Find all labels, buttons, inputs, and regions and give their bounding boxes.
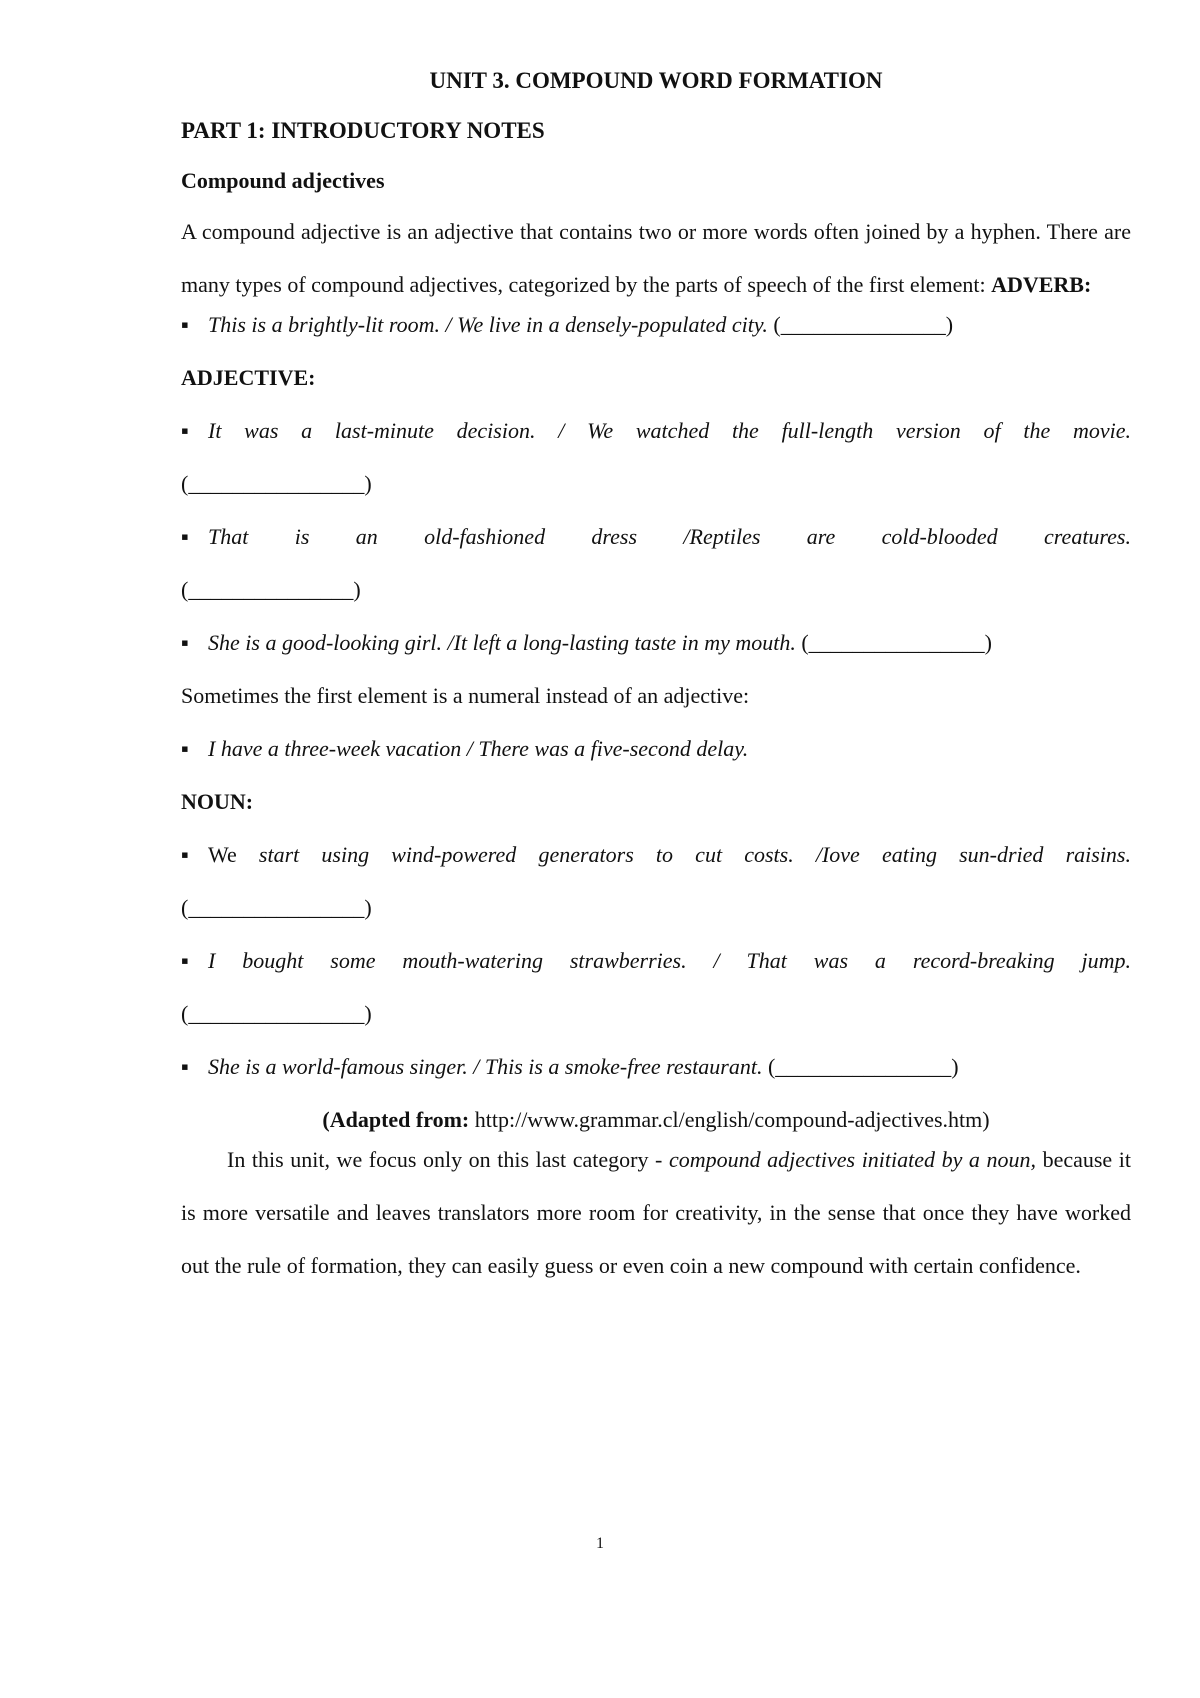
example-text: start using wind-powered generators to cut costs. /Iove eating sun-dried raisins.	[258, 842, 1131, 867]
intro-paragraph	[181, 205, 1131, 311]
adjective-example-3	[181, 616, 1131, 669]
answer-blank: (________________)	[181, 895, 372, 920]
answer-blank: (________________)	[801, 630, 993, 655]
document-page	[181, 68, 1131, 1279]
adjective-example-1	[181, 404, 1131, 457]
closing-text-start: In this unit, we focus only on this last category -	[227, 1147, 669, 1172]
part-heading: PART 1: INTRODUCTORY NOTES	[181, 118, 545, 143]
bullet-icon: ▪	[181, 524, 189, 549]
bullet-icon: ▪	[181, 842, 189, 867]
example-text: That is an old-fashioned dress /Reptiles are cold-blooded creatures.	[208, 524, 1131, 549]
section-heading: Compound adjectives	[181, 168, 385, 193]
adjective-heading: ADJECTIVE:	[181, 365, 316, 390]
source-label: (Adapted from:	[322, 1107, 470, 1132]
answer-blank: (_______________)	[773, 312, 954, 337]
example-text: This is a brightly-lit room. / We live in a densely-populated city.	[208, 312, 768, 337]
bullet-icon: ▪	[181, 1054, 189, 1079]
page-number: 1	[596, 1535, 604, 1552]
noun-example-1	[181, 828, 1131, 881]
numeral-example	[181, 722, 1131, 775]
answer-blank: (________________)	[181, 471, 372, 496]
example-text: I bought some mouth-watering strawberries. / That was a record-breaking jump.	[208, 948, 1131, 973]
numeral-note: Sometimes the first element is a numeral instead of an adjective:	[181, 683, 750, 708]
source-url: http://www.grammar.cl/english/compound-adjectives.htm)	[474, 1107, 990, 1132]
noun-heading: NOUN:	[181, 789, 254, 814]
example-text: It was a last-minute decision. / We watched the full-length version of the movie.	[208, 418, 1131, 443]
example-plain-text: We	[208, 842, 259, 867]
bullet-icon: ▪	[181, 630, 189, 655]
bullet-icon: ▪	[181, 418, 189, 443]
adverb-heading: ADVERB:	[991, 272, 1092, 297]
noun-example-3	[181, 1040, 1131, 1093]
bullet-icon: ▪	[181, 736, 189, 761]
example-text: She is a world-famous singer. / This is a smoke-free restaurant.	[208, 1054, 763, 1079]
adjective-example-2	[181, 510, 1131, 563]
example-text: I have a three-week vacation / There was a five-second delay.	[208, 736, 749, 761]
closing-text-italic: compound adjectives initiated by a noun,	[668, 1147, 1036, 1172]
closing-text-end: because it is more versatile and leaves translators more room for creativity, in the sense that once they have worked out the rule of formation, they can easily guess or even coin a new compound with certain confidence.	[181, 1147, 1131, 1278]
closing-paragraph	[181, 1133, 1131, 1292]
bullet-icon: ▪	[181, 312, 189, 337]
page-title: UNIT 3. COMPOUND WORD FORMATION	[429, 68, 883, 93]
noun-example-2	[181, 934, 1131, 987]
answer-blank: (_______________)	[181, 577, 361, 602]
intro-text: A compound adjective is an adjective that contains two or more words often joined by a hyphen. There are many types of compound adjectives, categorized by the parts of speech of the first element:	[181, 219, 1131, 297]
example-text: She is a good-looking girl. /It left a long-lasting taste in my mouth.	[208, 630, 796, 655]
answer-blank: (________________)	[181, 1001, 372, 1026]
answer-blank: (________________)	[767, 1054, 959, 1079]
bullet-icon: ▪	[181, 948, 189, 973]
